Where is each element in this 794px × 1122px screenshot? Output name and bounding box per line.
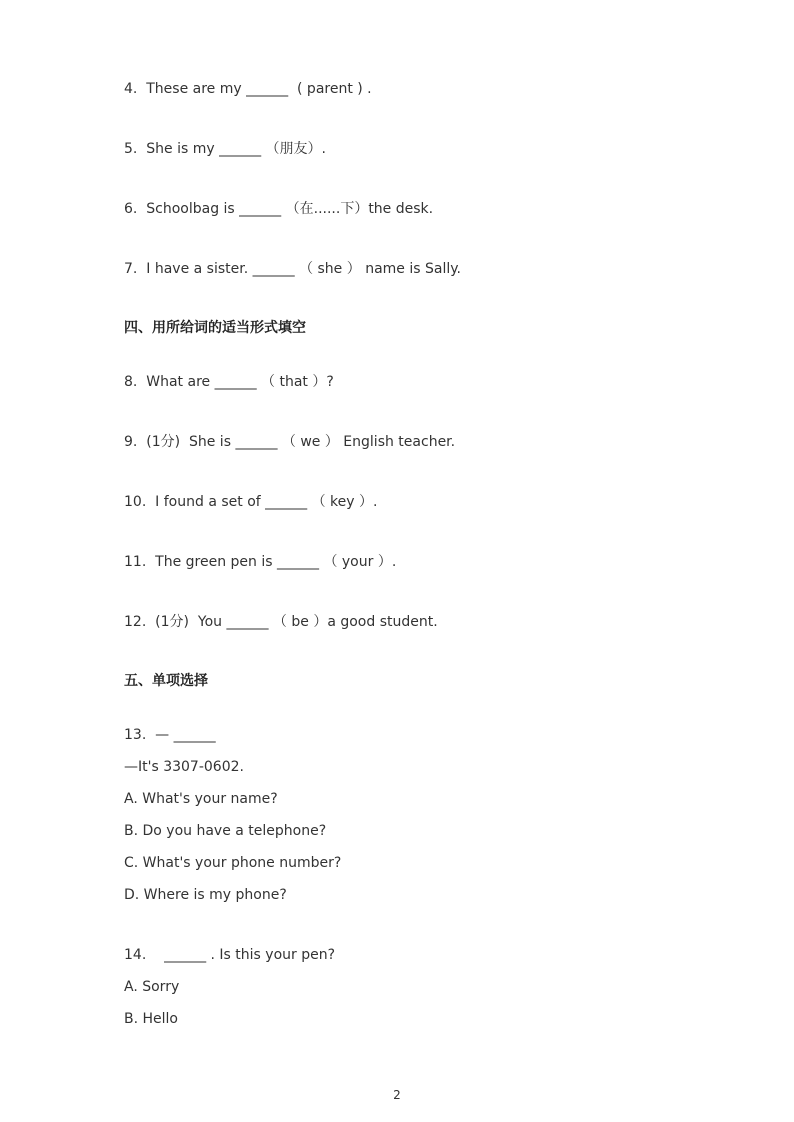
question-5: 5. She is my ______ （朋友）. — [124, 141, 326, 157]
question-10: 10. I found a set of ______ （ key ）. — [124, 494, 378, 510]
question-9: 9. (1分) She is ______ （ we ） English teacher. — [124, 434, 456, 450]
question-14-option-a: A. Sorry — [124, 979, 180, 995]
question-6: 6. Schoolbag is ______ （在......下）the desk. — [124, 201, 434, 217]
question-13-option-d: D. Where is my phone? — [124, 887, 287, 903]
question-13-option-b: B. Do you have a telephone? — [124, 823, 327, 839]
question-12: 12. (1分) You ______ （ be ）a good student. — [124, 614, 438, 630]
page-number: 2 — [393, 1088, 401, 1102]
question-7: 7. I have a sister. ______ （ she ） name is Sally. — [124, 261, 461, 277]
question-14-option-b: B. Hello — [124, 1011, 178, 1027]
section-5-heading: 五、单项选择 — [124, 673, 208, 689]
question-13-option-c: C. What's your phone number? — [124, 855, 342, 871]
question-13-option-a: A. What's your name? — [124, 791, 278, 807]
question-11: 11. The green pen is ______ （ your ）. — [124, 554, 397, 570]
question-4: 4. These are my ______ ( parent ) . — [124, 81, 372, 97]
question-14-stem: 14. ______ . Is this your pen? — [124, 947, 336, 963]
question-13-reply: —It's 3307-0602. — [124, 759, 244, 775]
section-4-heading: 四、用所给词的适当形式填空 — [124, 320, 306, 336]
question-13-stem: 13. — ______ — [124, 727, 216, 743]
question-8: 8. What are ______ （ that ）? — [124, 374, 334, 390]
